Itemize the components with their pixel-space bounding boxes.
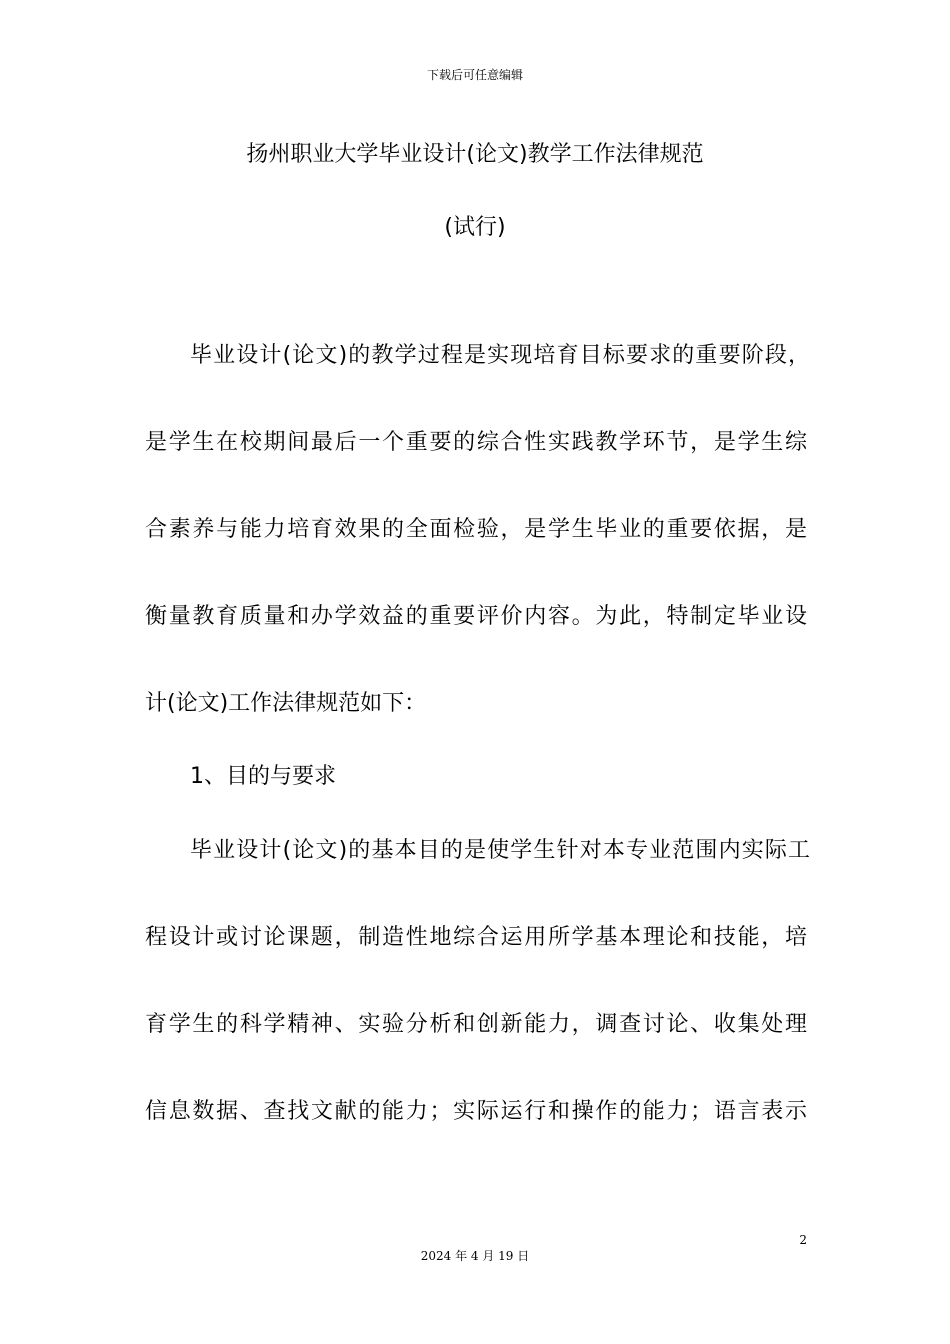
document-title: 扬州职业大学毕业设计(论文)教学工作法律规范	[246, 142, 704, 167]
section-line-3: 育学生的科学精神、实验分析和创新能力，调查讨论、收集处理	[145, 1012, 807, 1037]
intro-line-3: 合素养与能力培育效果的全面检验，是学生毕业的重要依据，是	[145, 517, 807, 542]
page-number: 2	[799, 1233, 807, 1247]
page-header: 下载后可任意编辑	[426, 68, 523, 82]
intro-line-5: 计(论文)工作法律规范如下：	[145, 691, 427, 716]
intro-line-1: 毕业设计(论文)的教学过程是实现培育目标要求的重要阶段，	[190, 343, 810, 368]
intro-line-2: 是学生在校期间最后一个重要的综合性实践教学环节，是学生综	[145, 430, 807, 455]
footer-date: 2024 年 4 月 19 日	[420, 1249, 530, 1263]
section-line-2: 程设计或讨论课题，制造性地综合运用所学基本理论和技能，培	[145, 925, 807, 950]
intro-line-4: 衡量教育质量和办学效益的重要评价内容。为此，特制定毕业设	[145, 604, 807, 629]
document-subtitle: (试行)	[444, 215, 506, 240]
section-heading: 1、目的与要求	[190, 764, 336, 789]
section-line-4: 信息数据、查找文献的能力；实际运行和操作的能力；语言表示	[145, 1099, 807, 1124]
section-line-1: 毕业设计(论文)的基本目的是使学生针对本专业范围内实际工	[190, 838, 810, 863]
